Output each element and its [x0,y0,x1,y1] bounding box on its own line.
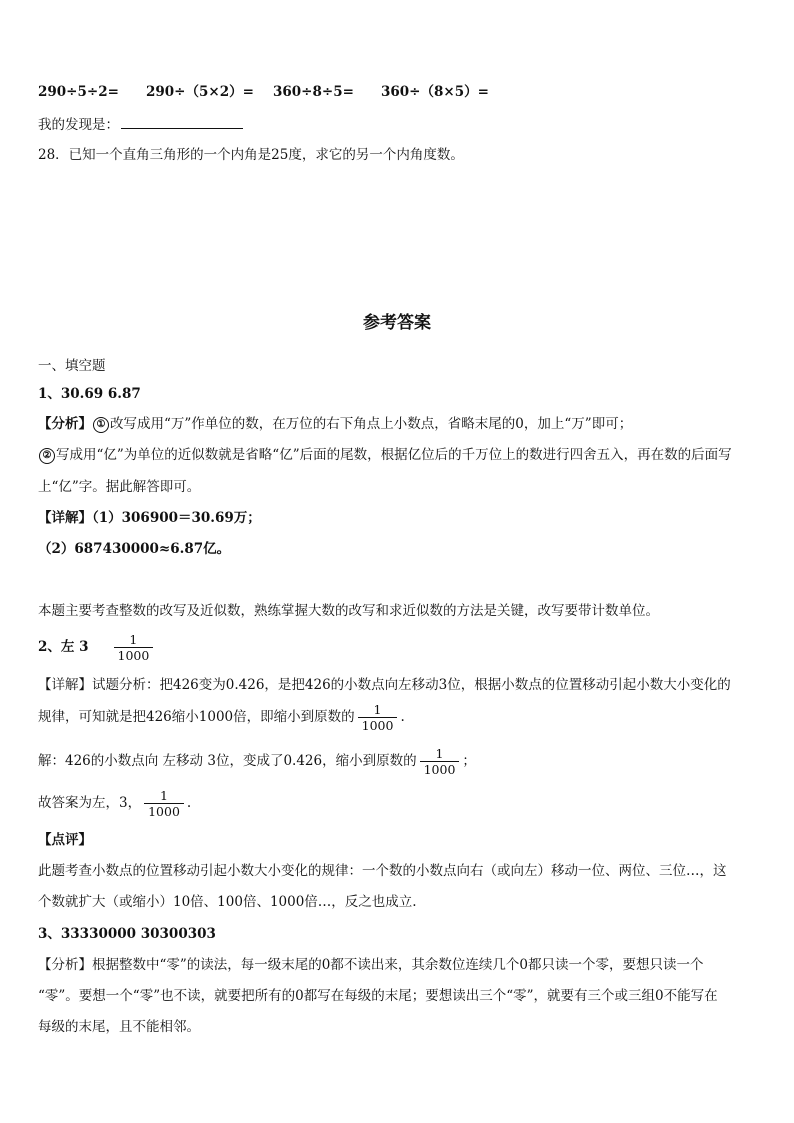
fraction-one-thousandth [114,633,154,663]
fraction-numerator: 1 [129,631,138,647]
fraction-numerator: 1 [160,787,168,803]
fraction-numerator: 1 [373,701,382,717]
fraction-denominator: 1000 [114,647,154,663]
answer-2-heading-text: 2、左 3 [38,639,89,655]
fraction-denominator: 1000 [420,761,460,777]
fraction-denominator: 1000 [358,717,398,733]
question-28: 28．已知一个直角三角形的一个内角是25度，求它的另一个内角度数。 [38,147,464,163]
answer-2-comment-tag: 【点评】 [38,832,92,848]
answer-3-analysis-line-2: “零”。要想一个“零”也不读，就要把所有的0都写在每级的末尾；要想读出三个“零”，就要有三个或三组0不能写在 [38,988,718,1004]
expression-4: 360÷（8×5）= [381,84,489,100]
semicolon: ； [462,753,476,769]
fraction-numerator: 1 [435,745,444,761]
answer-1-summary: 本题主要考查整数的改写及近似数，熟练掌握大数的改写和求近似数的方法是关键，改写要带计数单位。 [38,603,659,619]
discovery-row [38,115,243,134]
answer-1-analysis-line-3: 上“亿”字。据此解答即可。 [38,479,201,495]
answer-1-analysis-line-1 [38,415,632,433]
answer-text: 故答案为左，3， [38,795,142,811]
answer-3-heading: 3、33330000 30300303 [38,926,216,942]
answer-3-analysis-line-1: 【分析】根据整数中“零”的读法，每一级末尾的0都不读出来，其余数位连续几个0都只读一个零，要想只读一个 [38,957,704,973]
answer-1-detail-line-1 [38,509,261,527]
answer-2-detail-line-2 [38,700,405,734]
discovery-answer-blank[interactable] [121,115,243,129]
fraction-one-thousandth [144,789,184,819]
answer-2-comment-line-1: 此题考查小数点的位置移动引起小数大小变化的规律：一个数的小数点向右（或向左）移动一位、两位、三位…，这 [38,863,727,879]
detail-text: 规律，可知就是把426缩小1000倍，即缩小到原数的 [38,709,355,725]
fraction-one-thousandth [420,747,460,777]
solve-text: 解：426的小数点向 左移动 3位，变成了0.426，缩小到原数的 [38,753,417,769]
period: . [400,709,405,725]
expression-2: 290÷（5×2）= [146,84,254,100]
answer-3-analysis-line-3: 每级的末尾，且不能相邻。 [38,1019,200,1035]
fraction-denominator: 1000 [144,803,184,819]
detail-text: （1）306900＝30.69万； [92,510,261,526]
answer-2-solve-line [38,744,476,778]
detail-tag: 【详解】 [38,510,92,526]
circled-two-icon: ② [39,448,55,464]
discovery-label: 我的发现是： [38,117,119,133]
answer-1-detail-line-2: （2）687430000≈6.87亿。 [38,541,231,557]
answers-title: 参考答案 [363,313,431,333]
answer-2-detail-line-1: 【详解】试题分析：把426变为0.426，是把426的小数点向左移动3位，根据小数点的位置移动引起小数大小变化的 [38,677,731,693]
answer-2-comment-line-2: 个数就扩大（或缩小）10倍、100倍、1000倍…，反之也成立. [38,894,417,910]
expression-1: 290÷5÷2= [38,84,119,100]
answer-2-heading [38,630,156,664]
fraction-one-thousandth [358,703,398,733]
answer-1-heading: 1、30.69 6.87 [38,386,141,402]
analysis-tag: 【分析】 [38,416,92,432]
analysis-text: 改写成用“万”作单位的数，在万位的右下角点上小数点，省略末尾的0，加上“万”即可； [110,416,633,432]
answer-1-analysis-line-2 [38,446,732,464]
analysis-text: 写成用“亿”为单位的近似数就是省略“亿”后面的尾数，根据亿位后的千万位上的数进行四舍五入，再在数的后面写 [56,447,732,463]
period: . [186,795,192,811]
answer-2-answer-line [38,786,191,820]
circled-one-icon: ① [93,417,109,433]
section-heading-fill-blank: 一、填空题 [38,358,106,374]
expression-3: 360÷8÷5= [273,84,354,100]
